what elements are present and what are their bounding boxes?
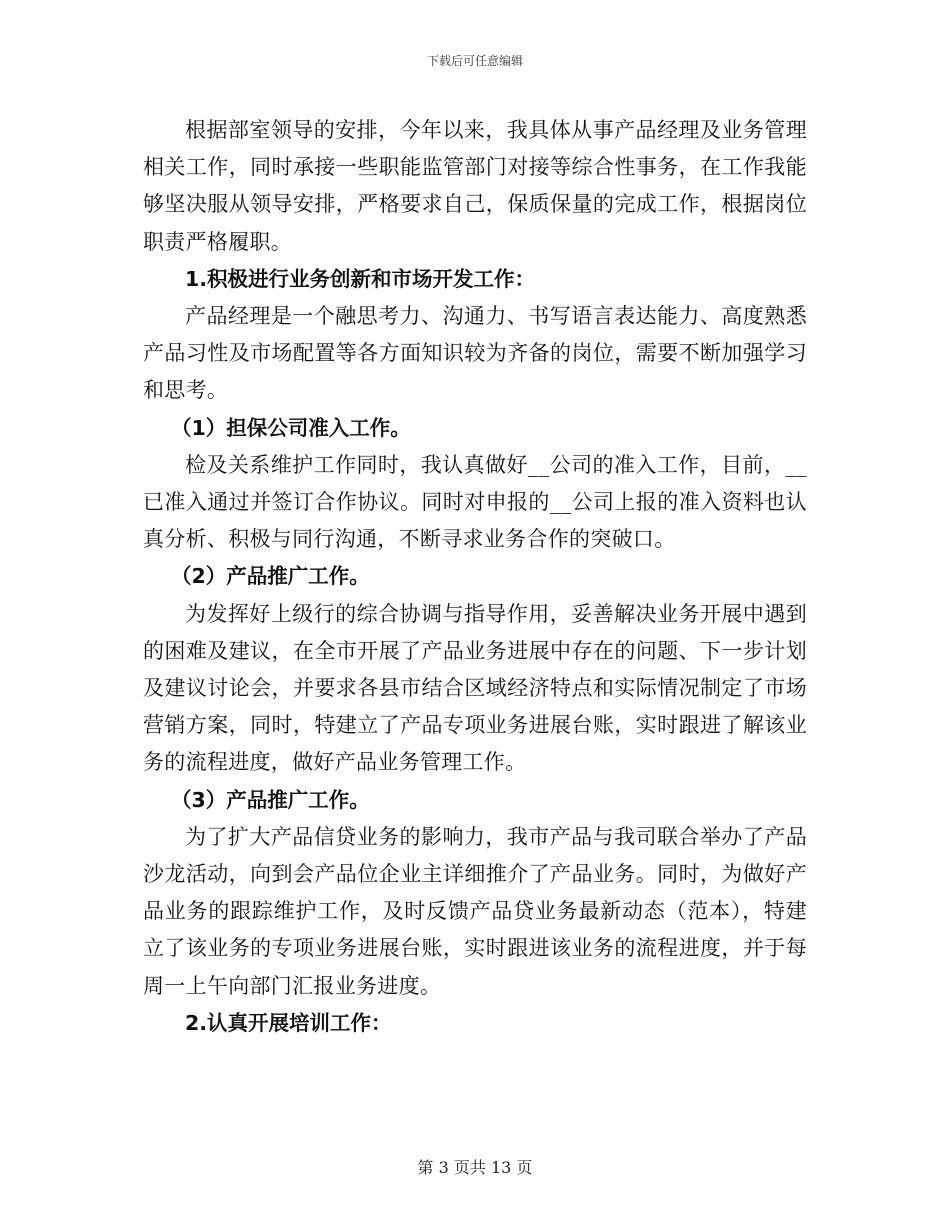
subsection-1-paragraph: 检及关系维护工作同时，我认真做好__公司的准入工作，目前，__已准入通过并签订合作协议。同时对申报的__公司上报的准入资料也认真分析、积极与同行沟通，不断寻求业务合作的突破口。 (143, 452, 807, 552)
intro-paragraph: 根据部室领导的安排，今年以来，我具体从事产品经理及业务管理相关工作，同时承接一些职能监管部门对接等综合性事务，在工作我能够坚决服从领导安排，严格要求自己，保质保量的完成工作，根据岗位职责严格履职。 (143, 118, 807, 254)
section-1-paragraph: 产品经理是一个融思考力、沟通力、书写语言表达能力、高度熟悉产品习性及市场配置等各方面知识较为齐备的岗位，需要不断加强学习和思考。 (143, 304, 807, 403)
subsection-2-paragraph: 为发挥好上级行的综合协调与指导作用，妥善解决业务开展中遇到的困难及建议，在全市开展了产品业务进展中存在的问题、下一步计划及建议讨论会，并要求各县市结合区域经济特点和实际情况制定了市场营销方案，同时，特建立了产品专项业务进展台账，实时跟进了解该业务的流程进度，做好产品业务管理工作。 (143, 601, 807, 775)
subsection-3-heading: （3）产品推广工作。 (171, 787, 370, 812)
section-2-heading: 2.认真开展培训工作： (185, 1010, 392, 1035)
page-header: 下载后可任意编辑 (426, 54, 523, 68)
subsection-1-heading: （1）担保公司准入工作。 (171, 415, 411, 440)
document-body (143, 112, 807, 1042)
subsection-3-paragraph: 为了扩大产品信贷业务的影响力，我市产品与我司联合举办了产品沙龙活动，向到会产品位企业主详细推介了产品业务。同时，为做好产品业务的跟踪维护工作，及时反馈产品贷业务最新动态（范本），特建立了该业务的专项业务进展台账，实时跟进该业务的流程进度，并于每周一上午向部门汇报业务进度。 (143, 824, 807, 998)
subsection-2-heading: （2）产品推广工作。 (171, 564, 370, 589)
page-footer: 第 3 页共 13 页 (417, 1158, 533, 1177)
section-1-heading: 1.积极进行业务创新和市场开发工作： (185, 266, 536, 291)
